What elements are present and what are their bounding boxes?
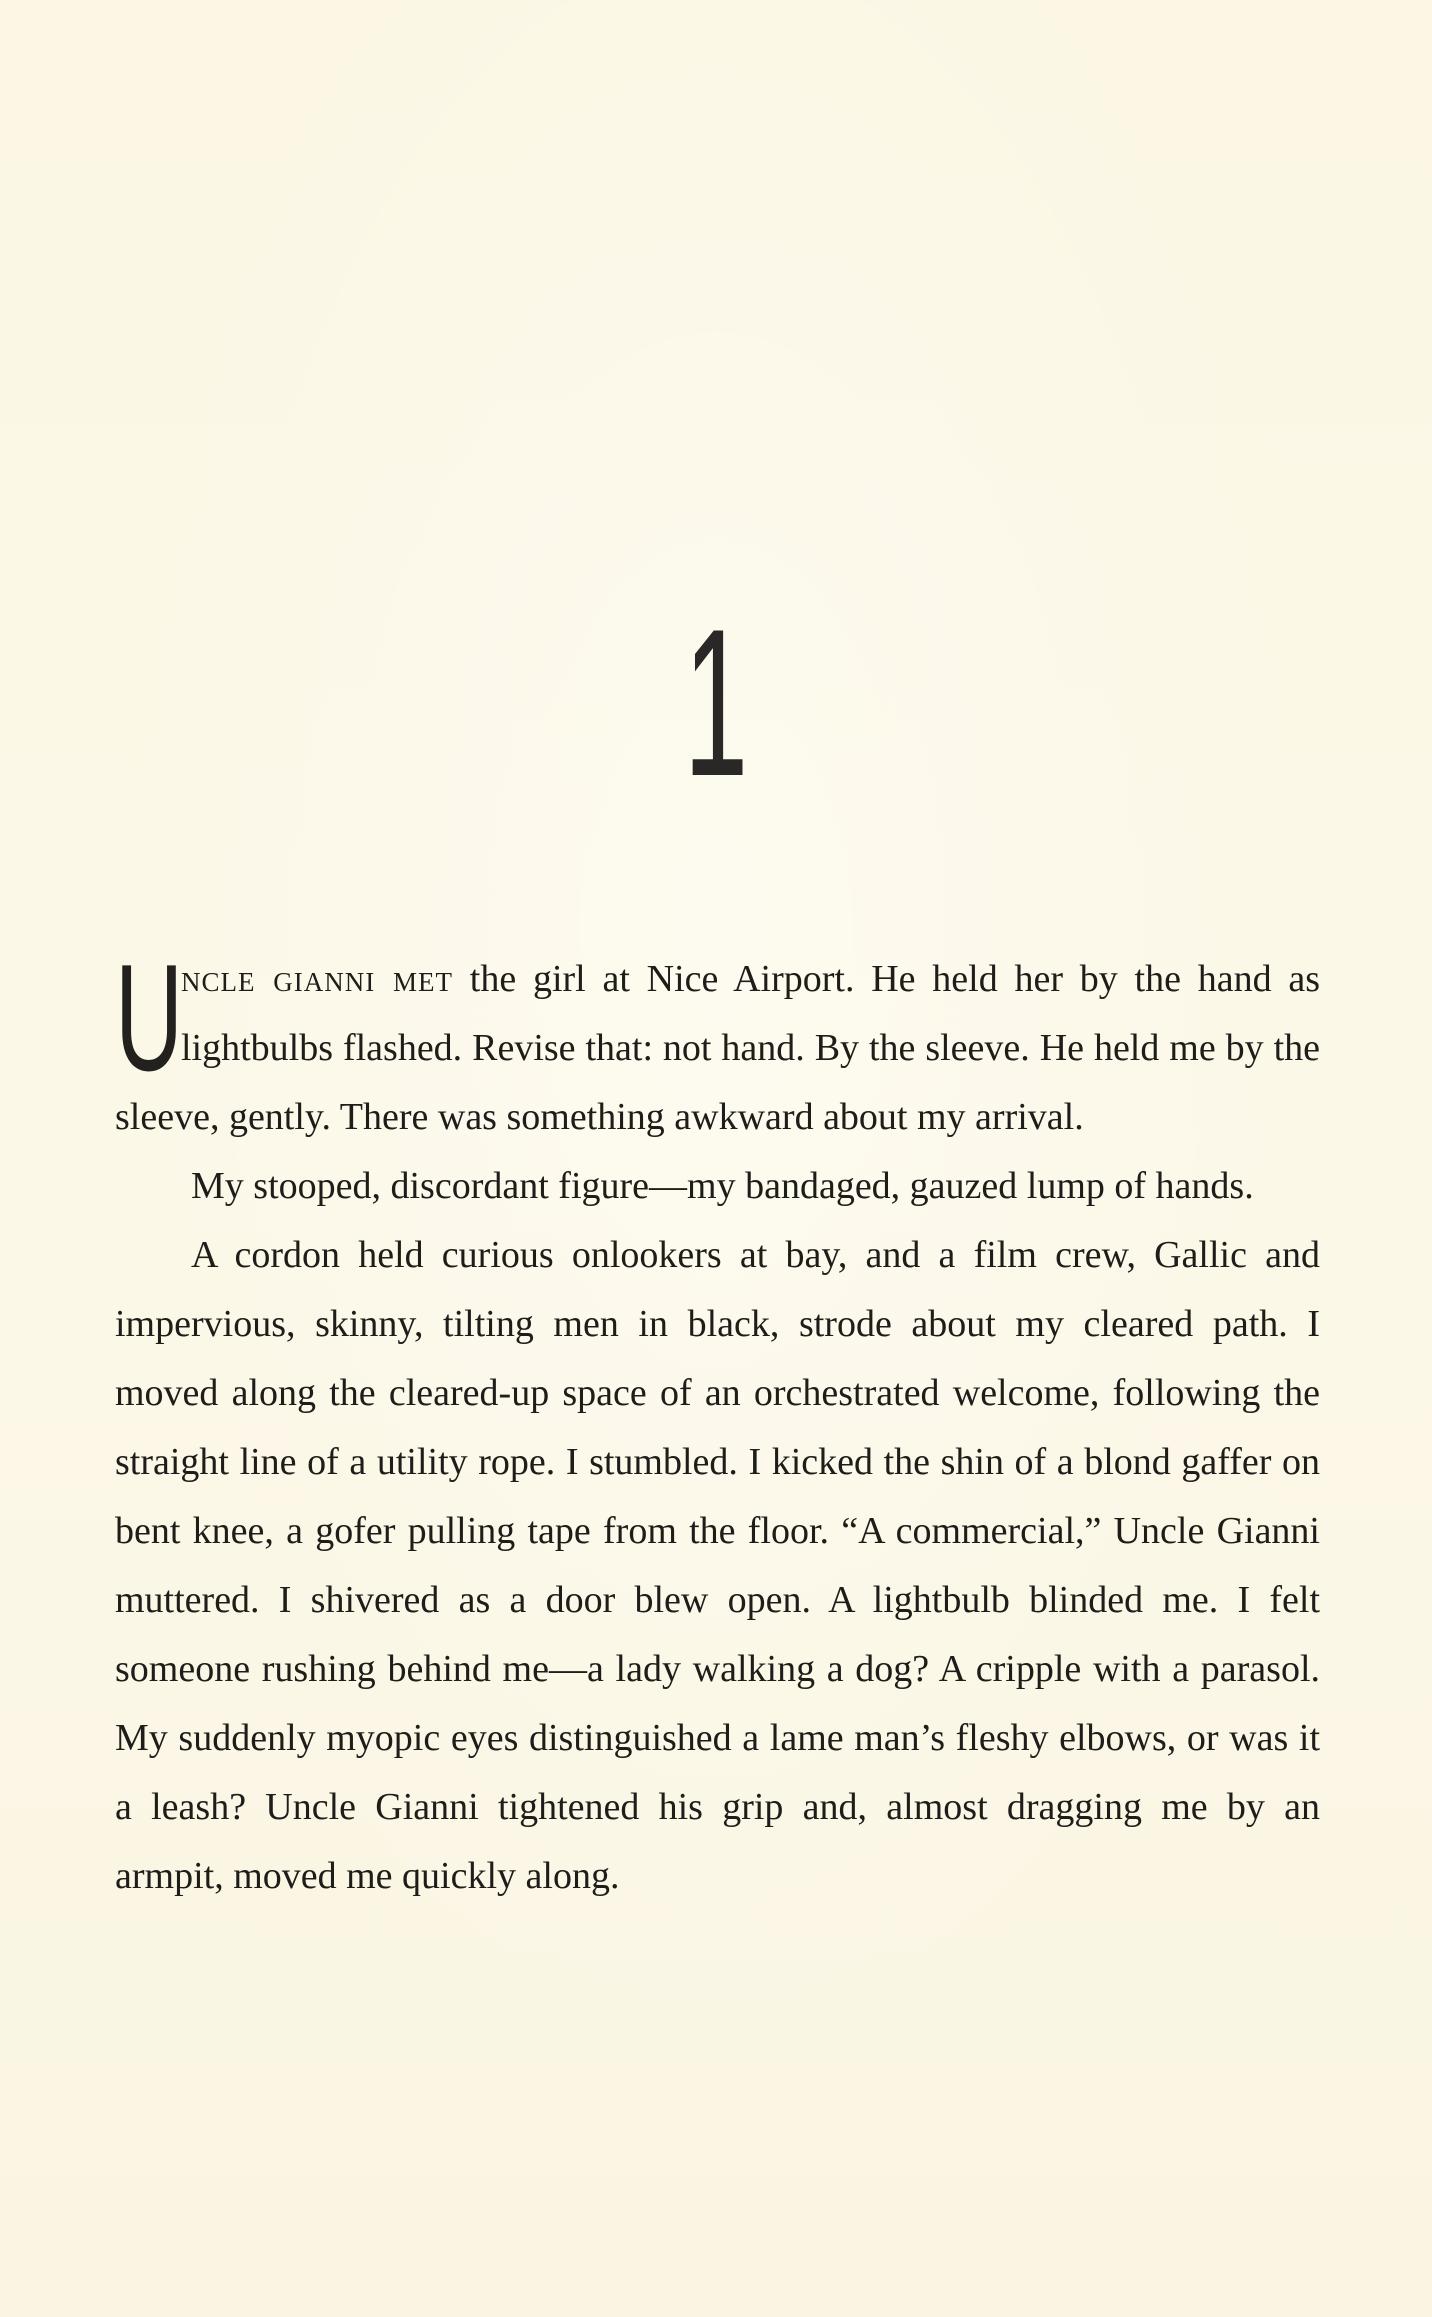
- paragraph-3: A cordon held curious onlookers at bay, and a film crew, Gallic and impervious, skinny, tilting men in black, strode about my cleared path. I moved along the cleared-up space of an orchestrated welcome, following the straight line of a utility rope. I stumbled. I kicked the shin of a blond gaffer on bent knee, a gofer pulling tape from the floor. “A commercial,” Uncle Gianni muttered. I shivered as a door blew open. A lightbulb blinded me. I felt someone rushing behind me—a lady walking a dog? A cripple with a parasol. My suddenly myopic eyes distinguished a lame man’s fleshy elbows, or was it a leash? Uncle Gianni tightened his grip and, almost dragging me by an armpit, moved me quickly along.: [115, 1234, 1320, 1897]
- opening-text: the girl at Nice Airport. He held her by the hand as lightbulbs flashed. Revise that: not hand. By the sleeve. He held me by the sleeve, gently. There was something awkward about my arrival.: [115, 958, 1320, 1138]
- drop-cap: U: [115, 933, 184, 1103]
- opening-paragraph: [115, 933, 1320, 1152]
- chapter-number: 1: [683, 585, 749, 820]
- paragraph-2: My stooped, discordant figure—my bandaged, gauzed lump of hands.: [191, 1165, 1254, 1207]
- chapter-body: [115, 933, 1320, 1911]
- lead-in-small-caps: ncle gianni met: [181, 958, 453, 1000]
